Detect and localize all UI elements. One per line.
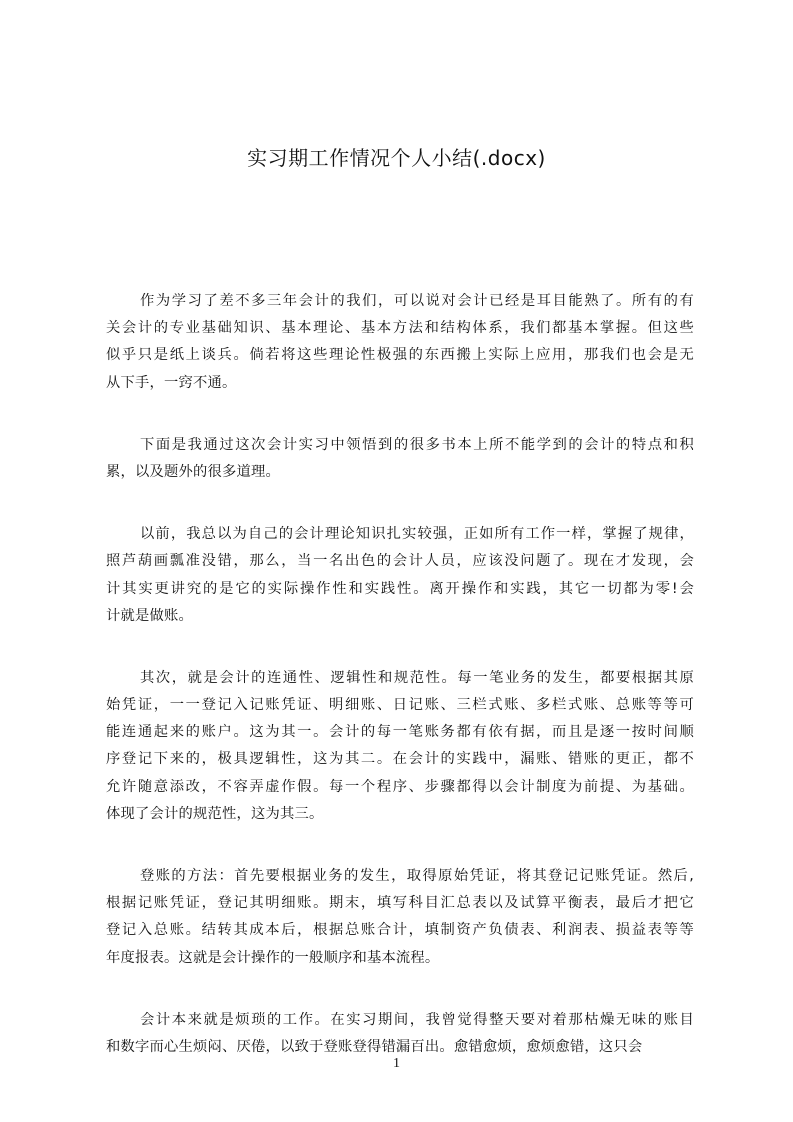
paragraph-line: 照芦葫画瓢准没错，那么，当一名出色的会计人员，应该没问题了。现在才发现，会: [106, 553, 694, 570]
paragraph: [106, 665, 694, 828]
document-title: 实习期工作情况个人小结(.docx): [247, 146, 546, 170]
paragraph-line: 会计本来就是烦琐的工作。在实习期间，我曾觉得整天要对着那枯燥无味的账目: [140, 1011, 694, 1028]
paragraph-line: 能连通起来的账户。这为其一。会计的每一笔账务都有依有据，而且是逐一按时间顺: [106, 724, 694, 741]
paragraph-line: 和数字而心生烦闷、厌倦，以致于登账登得错漏百出。愈错愈烦，愈烦愈错，这只会: [106, 1038, 643, 1055]
paragraph: [106, 288, 694, 397]
paragraph-line: 年度报表。这就是会计操作的一般顺序和基本流程。: [106, 949, 440, 966]
paragraph-line: 作为学习了差不多三年会计的我们，可以说对会计已经是耳目能熟了。所有的有: [140, 293, 694, 309]
paragraph-line: 从下手，一窍不通。: [106, 374, 237, 391]
paragraph-line: 关会计的专业基础知识、基本理论、基本方法和结构体系，我们都基本掌握。但这些: [106, 320, 694, 337]
paragraph: [106, 521, 694, 630]
paragraph-line: 计就是做账。: [106, 607, 193, 624]
paragraph-line: 体现了会计的规范性，这为其三。: [106, 805, 324, 822]
paragraph-line: 登账的方法：首先要根据业务的发生，取得原始凭证，将其登记记账凭证。然后,: [140, 868, 694, 884]
paragraph-line: 根据记账凭证，登记其明细账。期末，填写科目汇总表以及试算平衡表，最后才把它: [106, 895, 694, 912]
paragraph-line: 计其实更讲究的是它的实际操作性和实践性。离开操作和实践，其它一切都为零!会: [106, 580, 694, 597]
paragraph-line: 以前，我总以为自己的会计理论知识扎实较强，正如所有工作一样，掌握了规律，: [140, 526, 694, 543]
document-body: [106, 288, 694, 1096]
paragraph-line: 始凭证，一一登记入记账凭证、明细账、日记账、三栏式账、多栏式账、总账等等可: [106, 697, 694, 714]
paragraph-line: 登记入总账。结转其成本后，根据总账合计，填制资产负债表、利润表、损益表等等: [106, 922, 694, 939]
page-number: 1: [393, 1056, 400, 1071]
paragraph-line: 其次，就是会计的连通性、逻辑性和规范性。每一笔业务的发生，都要根据其原: [140, 669, 694, 686]
paragraph-line: 允许随意添改，不容弄虚作假。每一个程序、步骤都得以会计制度为前提、为基础。: [106, 778, 694, 795]
paragraph: [106, 863, 694, 972]
paragraph: [106, 432, 694, 486]
paragraph-line: 序登记下来的，极具逻辑性，这为其二。在会计的实践中，漏账、错账的更正，都不: [106, 751, 694, 768]
paragraph-line: 似乎只是纸上谈兵。倘若将这些理论性极强的东西搬上实际上应用，那我们也会是无: [106, 347, 694, 364]
paragraph: [106, 1007, 694, 1061]
paragraph-line: 下面是我通过这次会计实习中领悟到的很多书本上所不能学到的会计的特点和积: [140, 436, 694, 453]
paragraph-line: 累，以及题外的很多道理。: [106, 463, 280, 480]
